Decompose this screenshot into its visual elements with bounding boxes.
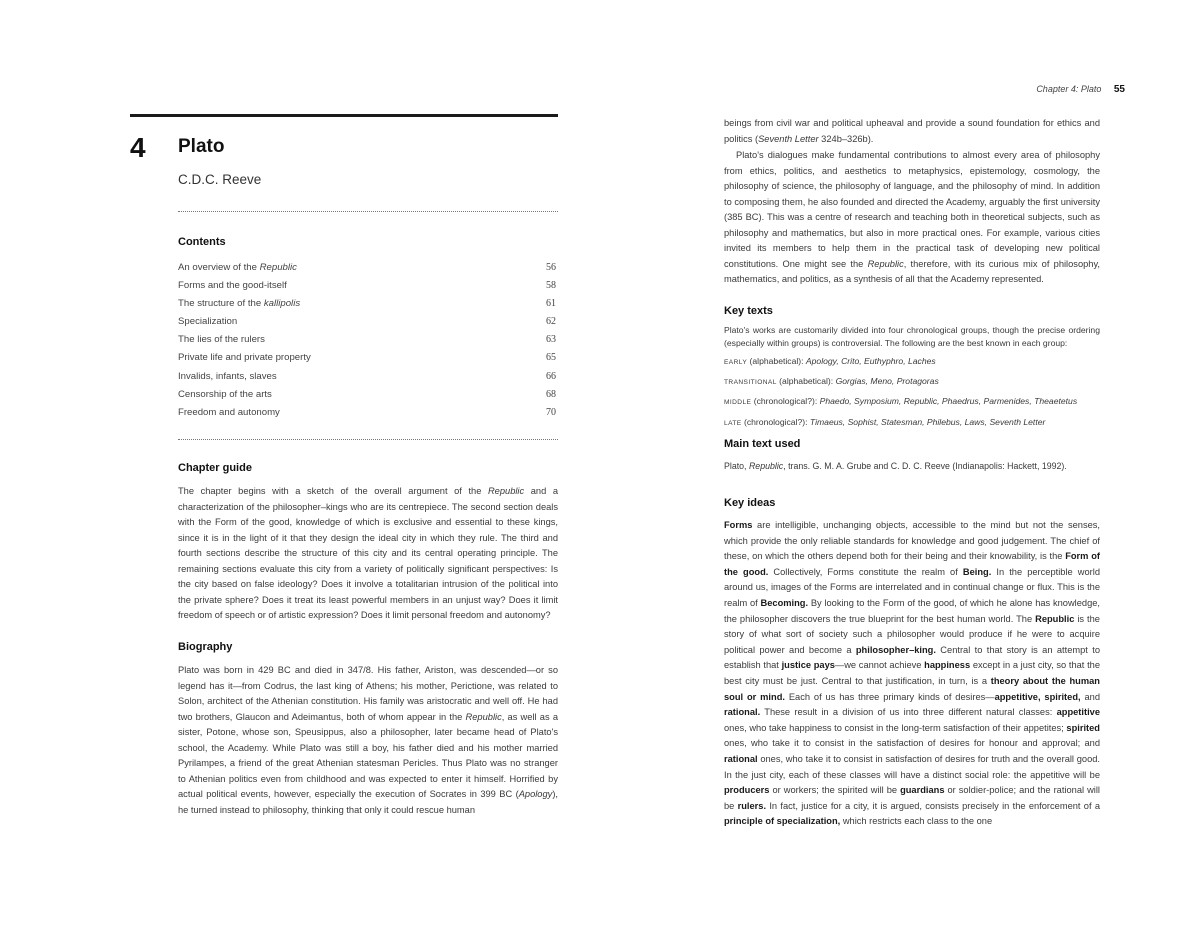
contents-item: Censorship of the arts 68 bbox=[178, 388, 556, 400]
contents-heading: Contents bbox=[178, 236, 226, 248]
contents-item: The structure of the kallipolis 61 bbox=[178, 298, 556, 310]
main-text-heading: Main text used bbox=[724, 438, 801, 450]
contents-item: An overview of the Republic 56 bbox=[178, 262, 556, 273]
contents-list bbox=[178, 262, 558, 425]
key-texts-heading: Key texts bbox=[724, 305, 773, 317]
contents-page-number: 62 bbox=[546, 316, 556, 328]
dotted-divider bbox=[178, 211, 558, 212]
key-texts-item: MIDDLE (chronological?): Phaedo, Symposium, Republic, Phaedrus, Parmenides, Theaetetus bbox=[724, 396, 1078, 407]
contents-page-number: 58 bbox=[546, 280, 556, 292]
contents-page-number: 56 bbox=[546, 262, 556, 273]
right-page bbox=[600, 0, 1200, 927]
contents-item: Forms and the good-itself 58 bbox=[178, 280, 556, 292]
contents-item: The lies of the rulers 63 bbox=[178, 334, 556, 346]
key-ideas-heading: Key ideas bbox=[724, 497, 776, 509]
key-texts-list bbox=[724, 352, 1100, 433]
key-texts-item: TRANSITIONAL (alphabetical): Gorgias, Meno, Protagoras bbox=[724, 376, 939, 387]
dotted-divider bbox=[178, 439, 558, 440]
contents-item: Private life and private property 65 bbox=[178, 352, 556, 364]
chapter-author: C.D.C. Reeve bbox=[178, 172, 262, 187]
biography-continuation: beings from civil war and political upheaval and provide a sound foundation for ethics and politics (Seventh Letter 324b–326b). bbox=[724, 118, 1100, 144]
running-title: Chapter 4: Plato bbox=[1036, 84, 1102, 94]
page-number: 55 bbox=[1113, 84, 1125, 95]
key-ideas-text: Forms are intelligible, unchanging objects, accessible to the mind but not the senses, which provide the only reliable standards for knowledge and good judgement. The chief of these, on which the others depend both for their being and their knowability, is the Form of the good. Collectively, Forms constitute the realm of Being. In the perceptible world around us, images of the Forms are interrelated and in continual change or flux. This is the realm of Becoming. By looking to the Form of the good, of which he alone has knowledge, the philosopher discovers the true blueprint for the best human world. The Republic is the story of what sort of society such a philosopher would produce if he were to acquire political power and become a philosopher–king. Central to that story is an attempt to establish that justice pays—we cannot achieve happiness except in a just city, so that the best city must be just. Central to that justification, in turn, is a theory about the human soul or mind. Each of us has three primary kinds of desires—appetitive, spirited, and rational. These result in a division of us into three different natural classes: appetitive ones, who take happiness to consist in the long-term satisfaction of their appetites; spirited ones, who take it to consist in the satisfaction of desires for honour and approval; and rational ones, who take it to consist in satisfaction of desires for truth and the overall good. In the just city, each of these classes will have a distinct social role: the appetitive will be producers or workers; the spirited will be guardians or soldier-police; and the rational will be rulers. In fact, justice for a city, it is argued, consists precisely in the enforcement of a principle of specialization, which restricts each class to the one bbox=[724, 520, 1100, 827]
top-rule bbox=[130, 114, 558, 117]
biography-heading: Biography bbox=[178, 641, 233, 653]
chapter-number: 4 bbox=[130, 132, 146, 163]
chapter-guide-text: The chapter begins with a sketch of the overall argument of the Republic and a characterization of the philosopher–kings who are its centrepiece. The second section deals with the Form of the good, knowledge of which is exclusive and essential to these kings, since it is in the light of it that they design the ideal city in which they rule. The third and fourth sections describe the structure of this city and its central operating principle. The remaining sections evaluate this city from a variety of politically significant perspectives: Is the city based on false ideology? Does it involve a totalitarian intrusion of the political into the private sphere? Does it treat its least powerful members in an unjust way? Does it limit freedom of speech or of artistic expression? Does it limit personal freedom and autonomy? bbox=[178, 486, 558, 620]
contents-page-number: 68 bbox=[546, 388, 556, 400]
contents-page-number: 61 bbox=[546, 298, 556, 310]
contents-page-number: 70 bbox=[546, 406, 556, 418]
contents-page-number: 63 bbox=[546, 334, 556, 346]
key-texts-item: EARLY (alphabetical): Apology, Crito, Euthyphro, Laches bbox=[724, 356, 936, 366]
biography-text: Plato was born in 429 BC and died in 347/8. His father, Ariston, was descended—or so legend has it—from Codrus, the last king of Athens; his mother, Perictione, was related to Solon, architect of the Athenian constitution. His family was aristocratic and well off. He had two brothers, Glaucon and Adeimantus, both of whom appear in the Republic, as well as a sister, Potone, whose son, Speusippus, also a philosopher, later became head of Plato's school, the Academy. While Plato was still a boy, his father died and his mother married Pyrilampes, a friend of the great Athenian statesman Pericles. Thus Plato was no stranger to Athenian politics even from childhood and was expected to enter it himself. Horrified by actual political events, however, especially the execution of Socrates in 399 BC (Apology), he turned instead to philosophy, thinking that only it could rescue human bbox=[178, 665, 558, 815]
chapter-title: Plato bbox=[178, 136, 225, 157]
contents-item: Freedom and autonomy 70 bbox=[178, 406, 556, 418]
key-texts-intro: Plato's works are customarily divided into four chronological groups, though the precise ordering (especially within groups) is controversial. The following are the best known in each group: bbox=[724, 325, 1100, 348]
running-head bbox=[1036, 84, 1125, 95]
main-text-citation: Plato, Republic, trans. G. M. A. Grube and C. D. C. Reeve (Indianapolis: Hackett, 1992). bbox=[724, 461, 1067, 471]
contents-page-number: 66 bbox=[546, 370, 556, 382]
key-texts-item: LATE (chronological?): Timaeus, Sophist, Statesman, Philebus, Laws, Seventh Letter bbox=[724, 416, 1046, 427]
dialogues-paragraph: Plato's dialogues make fundamental contributions to almost every area of philosophy from ethics, politics, and aesthetics to metaphysics, epistemology, cosmology, the philosophy of science, the philosophy of language, and the philosophy of mind. In addition to composing them, he also founded and directed the Academy, arguably the first university (385 BC). This was a centre of research and teaching both in theoretical subjects, such as philosophy and mathematics, but also in more practical ones. For example, various cities invited its members to help them in the practical task of developing new political constitutions. One might see the Republic, therefore, with its curious mix of philosophy, mathematics, and politics, as a synthesis of all that the Academy represented. bbox=[724, 150, 1100, 284]
chapter-guide-heading: Chapter guide bbox=[178, 462, 252, 474]
contents-item: Invalids, infants, slaves 66 bbox=[178, 370, 556, 382]
contents-item: Specialization 62 bbox=[178, 316, 556, 328]
contents-page-number: 65 bbox=[546, 352, 556, 364]
